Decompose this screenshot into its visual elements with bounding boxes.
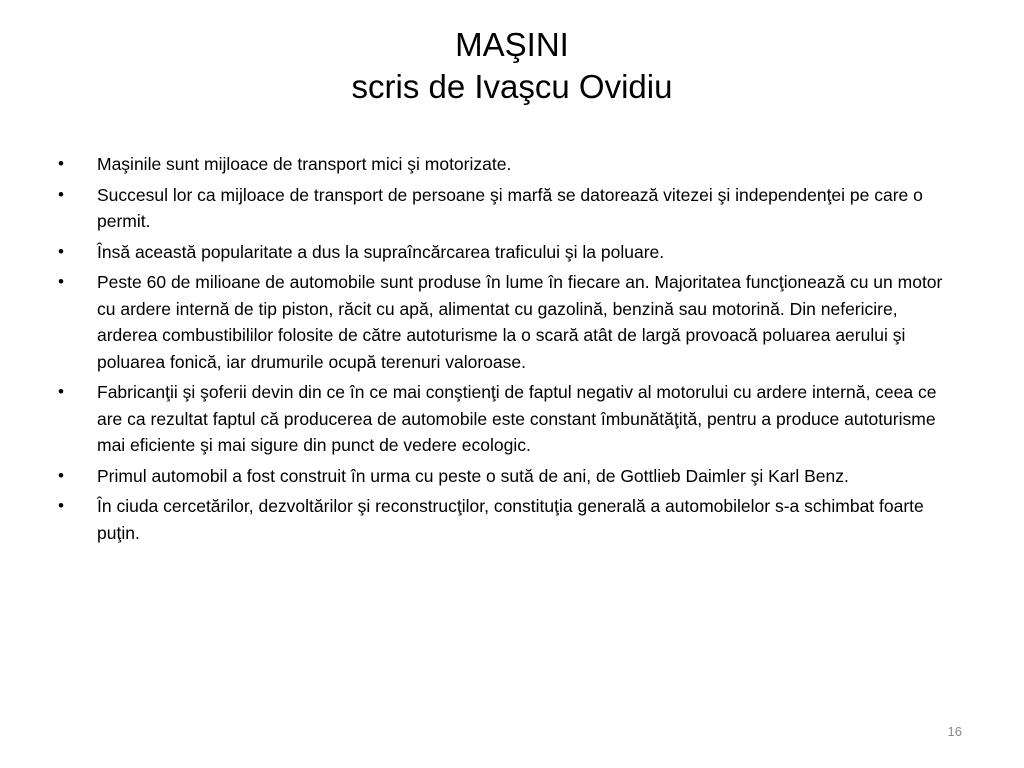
bullet-icon: • (58, 382, 64, 401)
bullet-text: Primul automobil a fost construit în urma cu peste o sută de ani, de Gottlieb Daimler şi Karl Benz. (97, 465, 849, 486)
bullet-icon: • (58, 241, 64, 261)
bullet-text: Fabricanţii şi şoferii devin din ce în ce mai conştienţi de faptul negativ al motorului cu ardere internă, ceea ce are ca rezultat faptul că producerea de automobile este constant îmbunătăţită, pentru a produce autoturisme mai eficiente şi mai sigure din punct de vedere ecologic. (97, 382, 937, 455)
list-item (58, 379, 958, 459)
bullet-text: În ciuda cercetărilor, dezvoltărilor şi reconstrucţilor, constituţia generală a automobilelor s-a schimbat foarte puţin. (97, 496, 924, 543)
list-item (58, 463, 958, 490)
list-item (58, 239, 958, 266)
list-item (58, 493, 958, 546)
bullet-text: Maşinile sunt mijloace de transport mici şi motorizate. (97, 154, 512, 174)
bullet-text: Succesul lor ca mijloace de transport de persoane şi marfă se datorează vitezei şi independenţei pe care o permit. (97, 184, 923, 231)
slide-number: 16 (947, 724, 962, 739)
bullet-icon: • (58, 184, 64, 204)
slide-title (0, 24, 1024, 108)
title-line-1: MAŞINI (455, 26, 569, 63)
list-item (58, 269, 958, 375)
list-item (58, 151, 958, 178)
bullet-icon: • (58, 154, 64, 173)
bullet-icon: • (58, 465, 64, 485)
title-line-2: scris de Ivaşcu Ovidiu (351, 68, 673, 105)
list-item (58, 182, 958, 235)
bullet-icon: • (58, 496, 64, 515)
bullet-text: Însă această popularitate a dus la supraîncărcarea traficului şi la poluare. (97, 241, 665, 262)
bullet-icon: • (58, 272, 64, 291)
bullet-text: Peste 60 de milioane de automobile sunt produse în lume în fiecare an. Majoritatea funcţionează cu un motor cu ardere internă de tip piston, răcit cu apă, alimentat cu gazolină, benzină sau motorină. Din nefericire, arderea combustibililor folosite de către autoturisme la o scară atât de largă provoacă poluarea aerului şi poluarea fonică, iar drumurile ocupă terenuri valoroase. (97, 272, 943, 372)
bullet-list (58, 151, 958, 550)
